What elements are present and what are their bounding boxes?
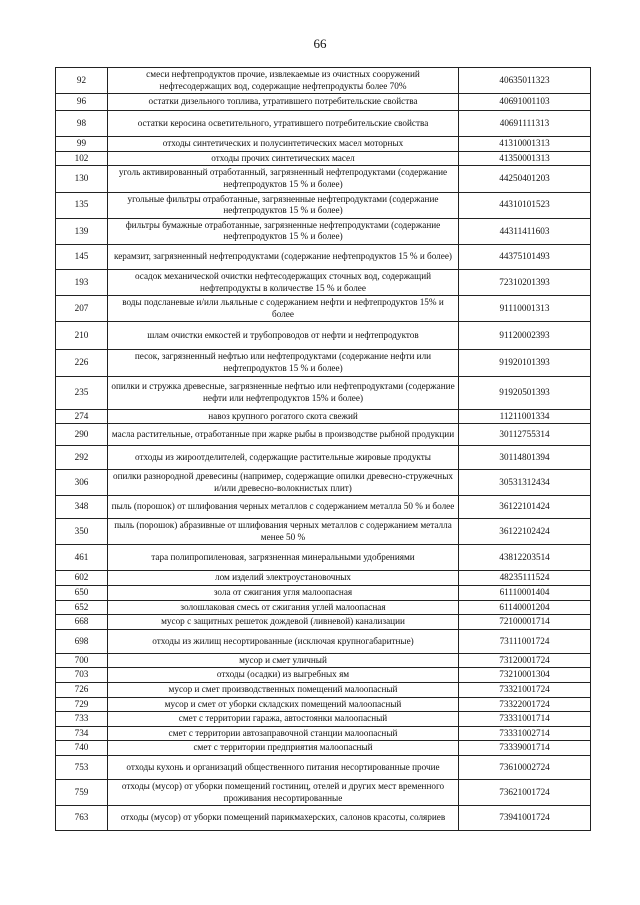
waste-code: 73210001304 [459,668,591,683]
row-number: 763 [56,806,108,831]
table-row [56,94,591,111]
waste-code: 73339001714 [459,741,591,756]
table-row [56,712,591,727]
waste-description: тара полипропиленовая, загрязненная минеральными удобрениями [108,545,459,571]
row-number: 135 [56,192,108,218]
waste-code: 73321001724 [459,683,591,698]
waste-code: 73331001714 [459,712,591,727]
table-row [56,496,591,519]
waste-code: 72310201393 [459,269,591,295]
table-row [56,166,591,192]
waste-code: 73331002714 [459,726,591,741]
table-row [56,424,591,446]
waste-table [55,67,591,831]
table-row [56,269,591,295]
waste-code: 40691111313 [459,111,591,137]
table-row [56,683,591,698]
table-row [56,697,591,712]
waste-description: лом изделий электроустановочных [108,571,459,586]
waste-description: керамзит, загрязненный нефтепродуктами (содержание нефтепродуктов 15 % и более) [108,244,459,269]
table-row [56,545,591,571]
waste-description: смет с территории гаража, автостоянки малоопасный [108,712,459,727]
waste-description: отходы (осадки) из выгребных ям [108,668,459,683]
row-number: 102 [56,151,108,166]
waste-code: 44311411603 [459,218,591,244]
waste-description: мусор с защитных решеток дождевой (ливневой) канализации [108,615,459,630]
waste-code: 73621001724 [459,780,591,806]
waste-description: мусор и смет от уборки складских помещений малоопасный [108,697,459,712]
row-number: 350 [56,519,108,545]
waste-description: фильтры бумажные отработанные, загрязненные нефтепродуктами (содержание нефтепродуктов 15 % и более) [108,218,459,244]
waste-description: шлам очистки емкостей и трубопроводов от нефти и нефтепродуктов [108,322,459,350]
row-number: 703 [56,668,108,683]
waste-code: 91110001313 [459,296,591,322]
waste-code: 36122102424 [459,519,591,545]
waste-description: золошлаковая смесь от сжигания углей малоопасная [108,600,459,615]
row-number: 210 [56,322,108,350]
waste-description: отходы из жироотделителей, содержащие растительные жировые продукты [108,446,459,470]
row-number: 98 [56,111,108,137]
waste-description: мусор и смет производственных помещений малоопасный [108,683,459,698]
waste-code: 73941001724 [459,806,591,831]
table-row [56,806,591,831]
waste-code: 11211001334 [459,409,591,424]
row-number: 733 [56,712,108,727]
waste-description: песок, загрязненный нефтью или нефтепродуктами (содержание нефти или нефтепродуктов 15 % и более) [108,350,459,376]
table-row [56,322,591,350]
row-number: 207 [56,296,108,322]
row-number: 290 [56,424,108,446]
table-row [56,780,591,806]
table-row [56,629,591,653]
waste-code: 61110001404 [459,586,591,601]
table-row [56,668,591,683]
waste-code: 72100001714 [459,615,591,630]
table-row [56,756,591,780]
row-number: 729 [56,697,108,712]
row-number: 130 [56,166,108,192]
waste-code: 30114801394 [459,446,591,470]
row-number: 292 [56,446,108,470]
waste-description: пыль (порошок) абразивные от шлифования черных металлов с содержанием металла менее 50 % [108,519,459,545]
row-number: 235 [56,376,108,409]
waste-code: 73322001724 [459,697,591,712]
table-row [56,111,591,137]
waste-code: 30112755314 [459,424,591,446]
page-number: 66 [313,36,327,51]
table-row [56,68,591,94]
waste-code: 73610002724 [459,756,591,780]
row-number: 306 [56,470,108,496]
table-row [56,192,591,218]
row-number: 99 [56,137,108,152]
waste-code: 73111001724 [459,629,591,653]
waste-code: 40635011323 [459,68,591,94]
waste-description: отходы кухонь и организаций общественного питания несортированные прочие [108,756,459,780]
waste-code: 40691001103 [459,94,591,111]
waste-code: 36122101424 [459,496,591,519]
table-row [56,151,591,166]
waste-description: отходы синтетических и полусинтетических масел моторных [108,137,459,152]
waste-description: смет с территории автозаправочной станции малоопасный [108,726,459,741]
row-number: 700 [56,653,108,668]
row-number: 602 [56,571,108,586]
waste-description: пыль (порошок) от шлифования черных металлов с содержанием металла 50 % и более [108,496,459,519]
table-row [56,519,591,545]
table-row [56,653,591,668]
row-number: 193 [56,269,108,295]
waste-code: 73120001724 [459,653,591,668]
row-number: 759 [56,780,108,806]
waste-description: отходы из жилищ несортированные (исключая крупногабаритные) [108,629,459,653]
waste-code: 91920101393 [459,350,591,376]
waste-description: осадок механической очистки нефтесодержащих сточных вод, содержащий нефтепродукты в количестве 15 % и более [108,269,459,295]
waste-code: 91120002393 [459,322,591,350]
waste-code: 44310101523 [459,192,591,218]
table-row [56,615,591,630]
row-number: 96 [56,94,108,111]
row-number: 139 [56,218,108,244]
waste-description: остатки дизельного топлива, утратившего потребительские свойства [108,94,459,111]
table-row [56,726,591,741]
table-row [56,376,591,409]
waste-code: 44375101493 [459,244,591,269]
waste-code: 48235111524 [459,571,591,586]
waste-description: остатки керосина осветительного, утратившего потребительские свойства [108,111,459,137]
table-row [56,586,591,601]
waste-code: 41310001313 [459,137,591,152]
row-number: 698 [56,629,108,653]
table-row [56,446,591,470]
waste-description: масла растительные, отработанные при жарке рыбы в производстве рыбной продукции [108,424,459,446]
waste-code: 43812203514 [459,545,591,571]
waste-code: 30531312434 [459,470,591,496]
row-number: 734 [56,726,108,741]
waste-description: опилки разнородной древесины (например, содержащие опилки древесно-стружечных и/или древесно-волокнистых плит) [108,470,459,496]
waste-table-body [56,68,591,831]
waste-description: отходы (мусор) от уборки помещений гостиниц, отелей и других мест временного проживания несортированные [108,780,459,806]
waste-description: мусор и смет уличный [108,653,459,668]
waste-description: смеси нефтепродуктов прочие, извлекаемые из очистных сооружений нефтесодержащих вод, содержащие нефтепродукты более 70% [108,68,459,94]
waste-description: отходы (мусор) от уборки помещений парикмахерских, салонов красоты, соляриев [108,806,459,831]
waste-code: 91920501393 [459,376,591,409]
row-number: 461 [56,545,108,571]
row-number: 145 [56,244,108,269]
row-number: 650 [56,586,108,601]
waste-description: опилки и стружка древесные, загрязненные нефтью или нефтепродуктами (содержание нефти или нефтепродуктов 15% и более) [108,376,459,409]
table-row [56,571,591,586]
row-number: 740 [56,741,108,756]
table-row [56,409,591,424]
table-row [56,137,591,152]
waste-code: 41350001313 [459,151,591,166]
waste-code: 61140001204 [459,600,591,615]
waste-description: отходы прочих синтетических масел [108,151,459,166]
waste-description: навоз крупного рогатого скота свежий [108,409,459,424]
row-number: 668 [56,615,108,630]
waste-description: воды подсланевые и/или льяльные с содержанием нефти и нефтепродуктов 15% и более [108,296,459,322]
row-number: 726 [56,683,108,698]
row-number: 652 [56,600,108,615]
row-number: 348 [56,496,108,519]
table-row [56,600,591,615]
table-row [56,296,591,322]
row-number: 226 [56,350,108,376]
row-number: 274 [56,409,108,424]
table-row [56,741,591,756]
waste-description: угольные фильтры отработанные, загрязненные нефтепродуктами (содержание нефтепродуктов 15 % и более) [108,192,459,218]
table-row [56,244,591,269]
waste-description: уголь активированный отработанный, загрязненный нефтепродуктами (содержание нефтепродуктов 15 % и более) [108,166,459,192]
waste-description: зола от сжигания угля малоопасная [108,586,459,601]
table-row [56,350,591,376]
table-row [56,470,591,496]
waste-description: смет с территории предприятия малоопасный [108,741,459,756]
row-number: 753 [56,756,108,780]
waste-code: 44250401203 [459,166,591,192]
table-row [56,218,591,244]
row-number: 92 [56,68,108,94]
